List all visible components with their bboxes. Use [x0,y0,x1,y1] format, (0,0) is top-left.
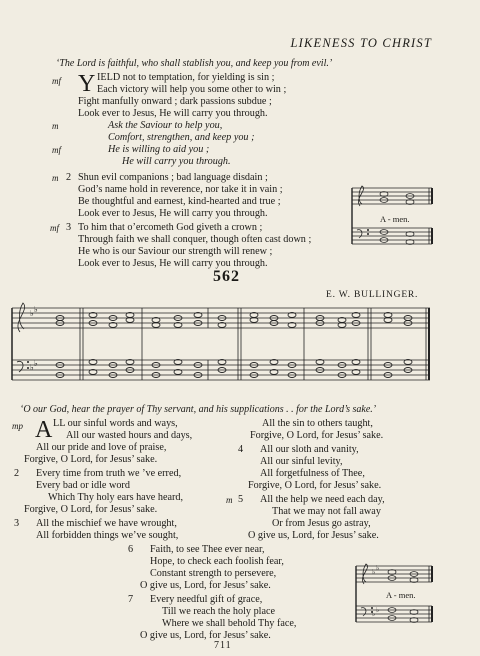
verse-line: Till we reach the holy place [162,606,276,617]
verse-line: O give us, Lord, for Jesus’ sake. [248,530,379,541]
verse-line: Forgive, O Lord, for Jesus’ sake. [24,504,158,515]
refrain-line: Comfort, strengthen, and keep you ; [108,132,255,143]
svg-text:♭: ♭ [34,359,38,368]
verse-line: That we may not fall away [272,506,381,517]
verse-line: All the sin to others taught, [262,418,373,429]
verse-line: To him that o’ercometh God giveth a crown ; [78,222,263,233]
dynamic-mark: m [52,173,59,183]
verse-line: Look ever to Jesus, He will carry you through. [78,208,268,219]
amen-label: A - men. [386,590,416,600]
verse-number: 5 [238,494,244,505]
verse-number: 4 [238,444,244,455]
verse-line: Every time from truth we ’ve erred, [36,468,182,479]
amen-label: A - men. [380,214,410,224]
verse-line: Each victory will help you some other to win ; [97,84,287,95]
verse-line: Faith, to see Thee ever near, [150,544,265,555]
verse-line: All our pride and love of praise, [36,442,167,453]
verse-line: Through faith we shall conquer, though often cast down ; [78,234,312,245]
verse-line: All forbidden things we’ve sought, [36,530,179,541]
epigraph-561: ‘The Lord is faithful, who shall stablish you, and keep you from evil.’ [56,58,333,69]
svg-text:♭: ♭ [30,309,34,318]
dynamic-mark: mp [12,421,23,431]
verse-number: 3 [66,222,72,233]
verse-number: 7 [128,594,134,605]
svg-text:♭: ♭ [376,606,380,614]
verse-line: All the mischief we have wrought, [36,518,177,529]
verse-line: Be thoughtful and earnest, kind-hearted and true ; [78,196,281,207]
verse-line: O give us, Lord, for Jesus’ sake. [140,580,271,591]
verse-number: 2 [66,172,72,183]
dynamic-mark: mf [52,76,61,86]
composer: E. W. BULLINGER. [326,290,419,300]
page-number: 711 [214,640,232,651]
verse-line: Hope, to check each foolish fear, [150,556,284,567]
verse-line: Look ever to Jesus, He will carry you through. [78,258,268,269]
verse-line: Every needful gift of grace, [150,594,263,605]
verse-line: All our sloth and vanity, [260,444,359,455]
verse-line: Forgive, O Lord, for Jesus’ sake. [24,454,158,465]
hymn-tune-score [8,302,432,394]
verse-line: Which Thy holy ears have heard, [48,492,184,503]
dynamic-mark: m [226,495,233,505]
verse-line: O give us, Lord, for Jesus’ sake. [140,630,271,641]
verse-line: Shun evil companions ; bad language disdain ; [78,172,268,183]
verse-line: All the help we need each day, [260,494,385,505]
verse-line: All forgetfulness of Thee, [260,468,365,479]
refrain-line: He is willing to aid you ; [108,144,210,155]
svg-text:♭: ♭ [372,568,376,576]
svg-text:♭: ♭ [376,564,380,572]
hymn-number: 562 [213,268,240,285]
verse-line: Where we shall behold Thy face, [162,618,297,629]
verse-line: He who is our Saviour our strength will renew ; [78,246,273,257]
verse-line: Forgive, O Lord, for Jesus’ sake. [250,430,384,441]
drop-cap: A [35,417,53,443]
verse-line: All our sinful levity, [260,456,343,467]
verse-line: Fight manfully onward ; dark passions subdue ; [78,96,272,107]
dynamic-mark: mf [52,145,61,155]
verse-line: All our wasted hours and days, [66,430,193,441]
drop-cap: Y [78,71,96,97]
refrain-line: He will carry you through. [122,156,231,167]
svg-text:♭: ♭ [34,305,38,314]
refrain-line: Ask the Saviour to help you, [108,120,223,131]
verse-number: 2 [14,468,20,479]
running-title: LIKENESS TO CHRIST [290,36,432,50]
dynamic-mark: m [52,121,59,131]
epigraph-562: ‘O our God, hear the prayer of Thy servant, and his supplications . . for the Lord’s sake.’ [20,404,377,415]
verse-line: Look ever to Jesus, He will carry you through. [78,108,268,119]
dynamic-mark: mf [50,223,59,233]
verse-line: Forgive, O Lord, for Jesus’ sake. [248,480,382,491]
verse-number: 3 [14,518,20,529]
verse-number: 6 [128,544,134,555]
verse-line: LL our sinful words and ways, [53,418,178,429]
verse-line: God’s name hold in reverence, nor take it in vain ; [78,184,283,195]
verse-line: Constant strength to persevere, [150,568,277,579]
verse-line: IELD not to temptation, for yielding is sin ; [97,72,275,83]
svg-text:♭: ♭ [30,363,34,372]
verse-line: Every bad or idle word [36,480,130,491]
verse-line: Or from Jesus go astray, [272,518,371,529]
svg-text:♭: ♭ [372,610,376,618]
